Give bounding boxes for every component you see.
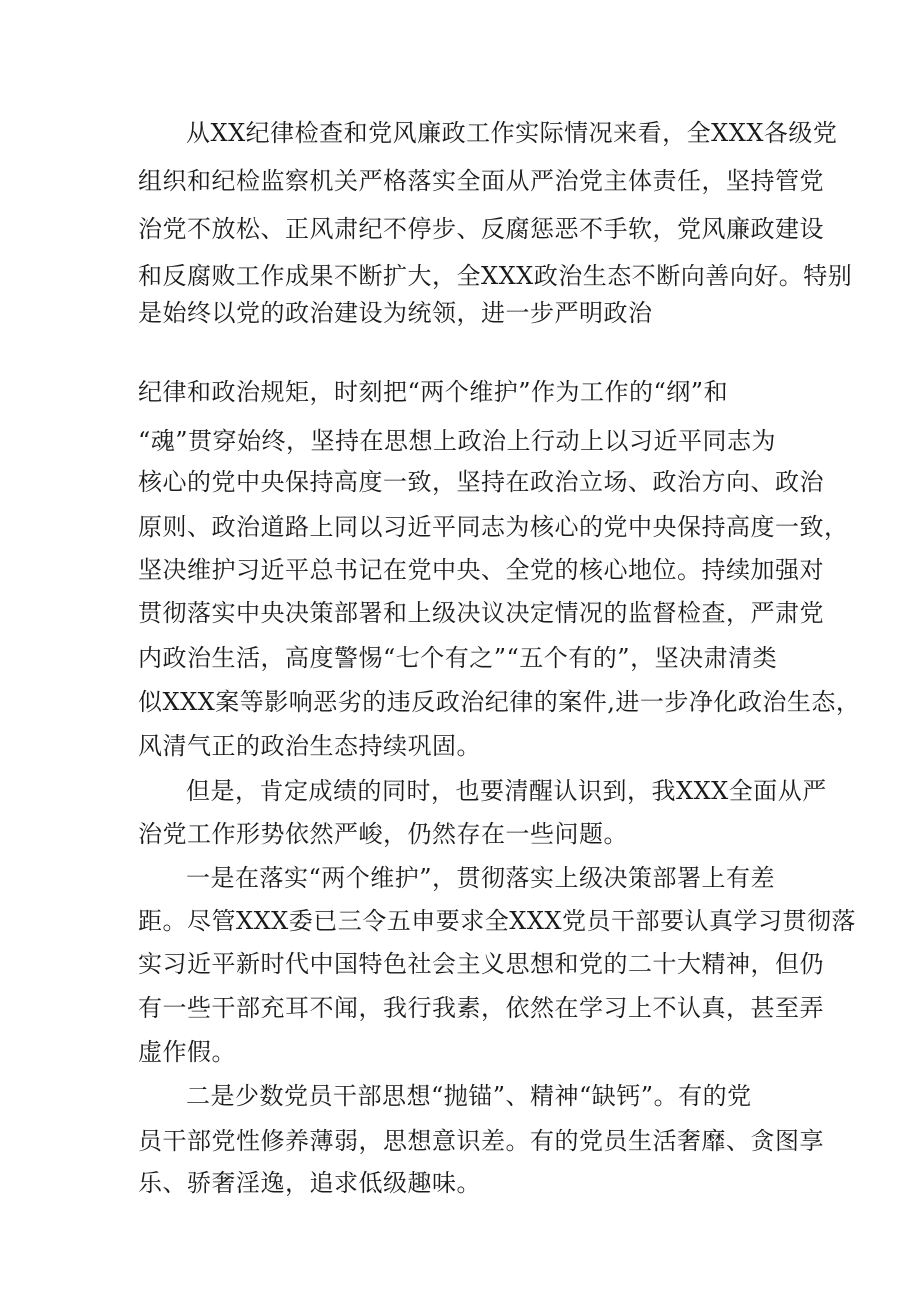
paragraph-4-line-5: 虚作假。 [138, 1038, 236, 1066]
paragraph-2-line-6: 贯彻落实中央决策部署和上级决议决定情况的监督检查，严肃党 [138, 599, 824, 627]
paragraph-4-line-1: 一是在落实“两个维护”，贯彻落实上级决策部署上有差 [186, 864, 776, 892]
paragraph-4-line-4: 有一些干部充耳不闻，我行我素，依然在学习上不认真，甚至弄 [138, 994, 824, 1022]
paragraph-3-line-1: 但是，肯定成绩的同时，也要清醒认识到，我XXX全面从严 [186, 777, 827, 805]
paragraph-3-line-2: 治党工作形势依然严峻，仍然存在一些问题。 [138, 820, 628, 848]
paragraph-2-line-1: 纪律和政治规矩，时刻把“两个维护”作为工作的“纲”和 [138, 378, 729, 406]
paragraph-1-line-2: 组织和纪检监察机关严格落实全面从严治党主体责任，坚持管党 [138, 167, 824, 195]
paragraph-2-line-9: 风清气正的政治生态持续巩固。 [138, 732, 481, 760]
paragraph-2-line-7: 内政治生活，高度警惕“七个有之”“五个有的”，坚决肃清类 [138, 644, 778, 672]
paragraph-4-line-2: 距。尽管XXX委已三令五申要求全XXX党员干部要认真学习贯彻落 [138, 907, 857, 935]
paragraph-2-line-4: 原则、政治道路上同以习近平同志为核心的党中央保持高度一致， [138, 513, 849, 541]
paragraph-5-line-1: 二是少数党员干部思想“抛锚”、精神“缺钙”。有的党 [186, 1082, 752, 1110]
paragraph-5-line-2: 员干部党性修养薄弱，思想意识差。有的党员生活奢靡、贪图享 [138, 1127, 824, 1155]
paragraph-1-line-5: 是始终以党的政治建设为统领，进一步严明政治 [138, 299, 653, 327]
paragraph-1-line-1: 从XX纪律检查和党风廉政工作实际情况来看，全XXX各级党 [186, 119, 838, 147]
paragraph-2-line-2: “魂”贯穿始终，坚持在思想上政治上行动上以习近平同志为 [138, 427, 777, 455]
paragraph-1-line-3: 治党不放松、正风肃纪不停步、反腐惩恶不手软，党风廉政建设 [138, 215, 824, 243]
paragraph-2-line-8: 似XXX案等影响恶劣的违反政治纪律的案件,进一步净化政治生态， [138, 688, 861, 716]
paragraph-2-line-5: 坚决维护习近平总书记在党中央、全党的核心地位。持续加强对 [138, 556, 824, 584]
paragraph-1-line-4: 和反腐败工作成果不断扩大，全XXX政治生态不断向善向好。特别 [138, 262, 853, 290]
paragraph-5-line-3: 乐、骄奢淫逸，追求低级趣味。 [138, 1169, 481, 1197]
paragraph-2-line-3: 核心的党中央保持高度一致，坚持在政治立场、政治方向、政治 [138, 468, 824, 496]
paragraph-4-line-3: 实习近平新时代中国特色社会主义思想和党的二十大精神，但仍 [138, 950, 824, 978]
